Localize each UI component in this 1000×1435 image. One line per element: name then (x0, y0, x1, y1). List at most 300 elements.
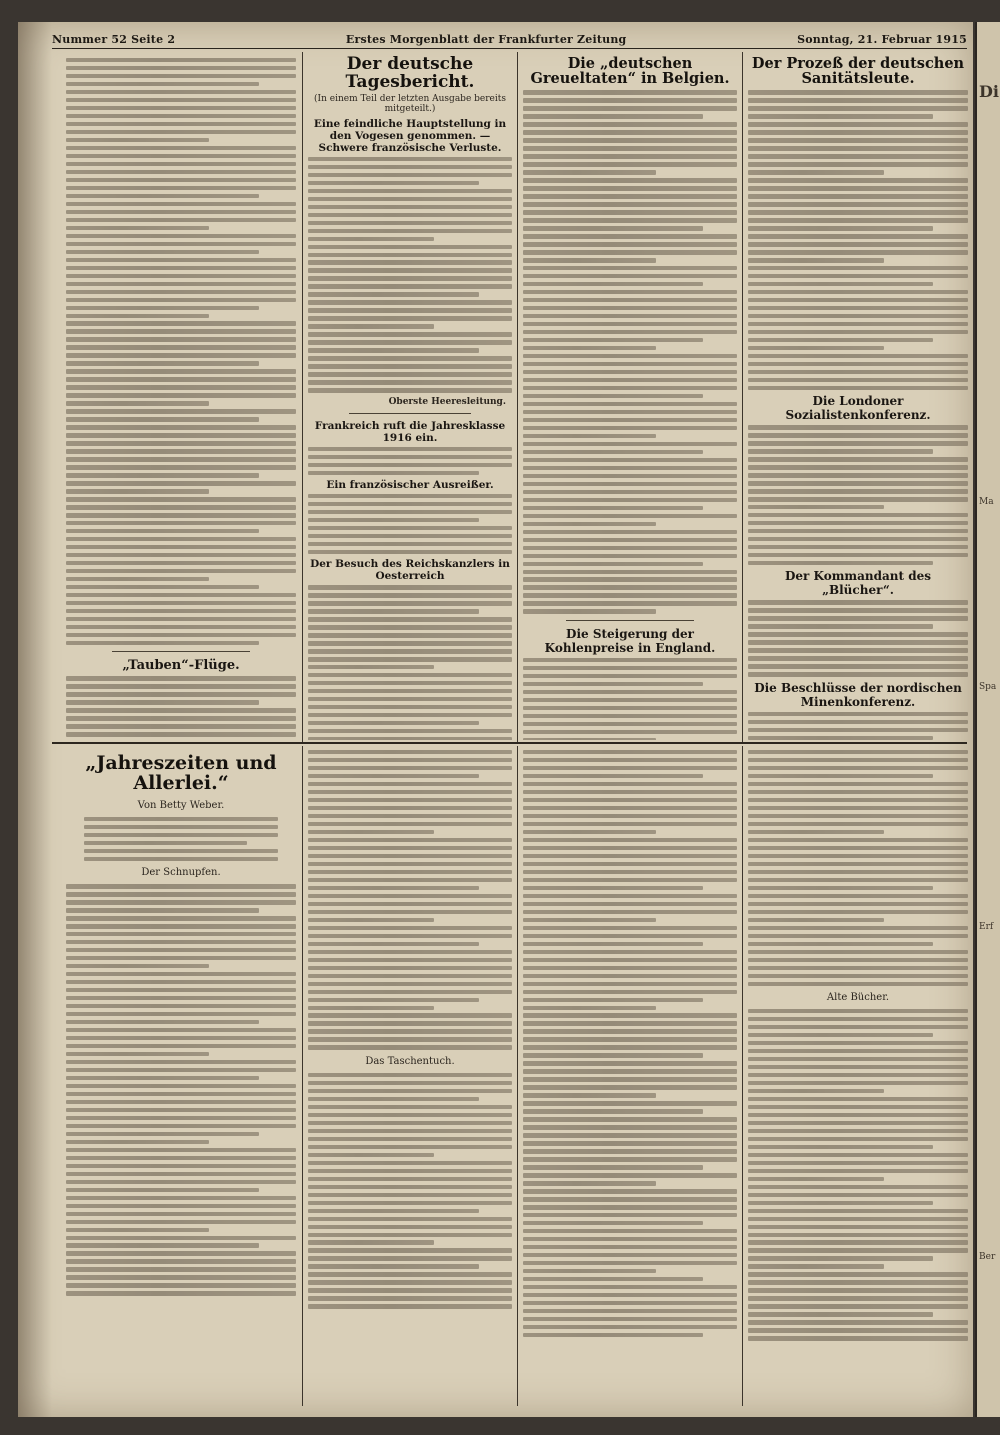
text-line (523, 774, 703, 778)
text-line (523, 878, 737, 882)
text-line (523, 202, 737, 206)
text-line (523, 894, 737, 898)
text-line (308, 910, 512, 914)
text-line (748, 1209, 968, 1213)
column-rule (742, 746, 743, 1406)
text-line (748, 1113, 968, 1117)
text-line (523, 1213, 737, 1217)
text-line (308, 806, 512, 810)
text-line (66, 593, 296, 597)
text-line (66, 417, 259, 421)
text-line (748, 162, 968, 166)
text-line (523, 354, 737, 358)
text-line (748, 505, 884, 509)
text-line (748, 854, 968, 858)
text-line (66, 1236, 296, 1240)
text-line (523, 593, 737, 597)
text-line (523, 458, 737, 462)
text-line (748, 782, 968, 786)
text-line (523, 378, 737, 382)
text-line (66, 641, 259, 645)
text-line (308, 729, 512, 733)
text-line (523, 434, 656, 438)
text-line (308, 1256, 512, 1260)
article-column-left (66, 58, 296, 738)
text-line (748, 766, 968, 770)
text-line (308, 253, 512, 257)
text-line (748, 186, 968, 190)
text-line (523, 682, 703, 686)
text-line (748, 648, 968, 652)
text-line (308, 1121, 512, 1125)
text-line (748, 1217, 968, 1221)
text-line (66, 409, 296, 413)
subheading-minenkonferenz: Die Beschlüsse der nordischen Minenkonferenz. (754, 680, 962, 709)
text-line (308, 300, 512, 304)
text-line (748, 1065, 968, 1069)
text-line (748, 242, 968, 246)
text-line (66, 569, 296, 573)
text-line (748, 226, 933, 230)
text-line (66, 617, 296, 621)
text-line (748, 640, 968, 644)
text-block (748, 90, 968, 390)
text-line (308, 878, 512, 882)
text-line (748, 750, 968, 754)
text-line (66, 585, 259, 589)
article-column-tagesbericht (308, 56, 512, 740)
text-line (308, 998, 479, 1002)
text-line (308, 1113, 512, 1117)
text-line (523, 910, 737, 914)
text-line (523, 554, 737, 558)
text-line (523, 442, 737, 446)
text-line (748, 1033, 933, 1037)
text-line (523, 854, 737, 858)
text-line (66, 940, 296, 944)
text-line (308, 798, 512, 802)
text-line (308, 838, 512, 842)
text-line (523, 1173, 737, 1177)
text-line (66, 258, 296, 262)
text-line (308, 766, 512, 770)
text-line (523, 346, 656, 350)
text-line (748, 600, 968, 604)
text-line (308, 1240, 434, 1244)
text-line (748, 194, 968, 198)
text-line (748, 1097, 968, 1101)
text-line (66, 553, 296, 557)
text-line (748, 378, 968, 382)
text-line (523, 1333, 703, 1337)
text-line (748, 130, 968, 134)
text-line (66, 154, 296, 158)
text-line (66, 1283, 296, 1287)
text-block (66, 676, 296, 738)
text-line (523, 690, 737, 694)
text-line (308, 1264, 479, 1268)
text-line (66, 884, 296, 888)
text-line (523, 1109, 703, 1113)
text-line (66, 114, 296, 118)
text-line (308, 1153, 434, 1157)
text-line (84, 817, 278, 821)
text-line (748, 521, 968, 525)
text-line (308, 697, 512, 701)
text-line (66, 545, 296, 549)
text-line (66, 1275, 296, 1279)
text-line (66, 218, 296, 222)
text-line (523, 362, 737, 366)
text-line (523, 1141, 737, 1145)
text-line (523, 846, 737, 850)
text-line (748, 616, 968, 620)
text-line (308, 774, 479, 778)
text-line (308, 902, 512, 906)
text-line (748, 1129, 968, 1133)
text-line (66, 138, 209, 142)
text-line (66, 1108, 296, 1112)
text-line (308, 750, 512, 754)
text-line (84, 857, 278, 861)
text-line (523, 698, 737, 702)
text-line (66, 980, 296, 984)
text-line (308, 1304, 512, 1308)
text-line (748, 918, 884, 922)
text-line (748, 1137, 968, 1141)
text-line (523, 1006, 656, 1010)
text-block (66, 58, 296, 645)
text-line (748, 806, 968, 810)
text-line (66, 266, 296, 270)
text-line (523, 714, 737, 718)
text-line (66, 178, 296, 182)
text-line (748, 98, 968, 102)
text-line (66, 226, 209, 230)
text-block (66, 817, 296, 861)
text-line (308, 550, 512, 554)
text-line (523, 146, 737, 150)
text-line (523, 990, 737, 994)
text-line (748, 465, 968, 469)
text-line (66, 306, 259, 310)
text-line (66, 625, 296, 629)
text-line (748, 354, 968, 358)
text-line (748, 425, 968, 429)
text-line (523, 902, 737, 906)
text-line (748, 1328, 968, 1332)
text-line (308, 526, 512, 530)
text-line (523, 498, 737, 502)
text-line (66, 162, 296, 166)
text-line (523, 609, 656, 613)
text-line (523, 1325, 737, 1329)
text-line (308, 585, 512, 589)
text-line (748, 950, 968, 954)
text-line (748, 798, 968, 802)
feuilleton-column-1 (66, 750, 296, 1402)
text-line (66, 1012, 296, 1016)
text-line (748, 202, 968, 206)
text-line (308, 1145, 512, 1149)
text-line (748, 1105, 968, 1109)
text-line (523, 474, 737, 478)
text-line (66, 1084, 296, 1088)
text-line (523, 822, 737, 826)
text-line (66, 1228, 209, 1232)
subheading-schnupfen: Der Schnupfen. (141, 867, 221, 879)
text-line (748, 712, 968, 716)
text-line (66, 489, 209, 493)
adjacent-page-edge (975, 22, 1000, 1417)
text-line (308, 950, 512, 954)
text-line (66, 1052, 209, 1056)
text-line (523, 106, 737, 110)
text-line (308, 1021, 512, 1025)
issue-date: Sonntag, 21. Februar 1915 (797, 32, 967, 46)
text-line (748, 838, 968, 842)
text-line (308, 372, 512, 376)
text-line (308, 625, 512, 629)
text-line (66, 1172, 296, 1176)
text-line (748, 138, 968, 142)
text-line (66, 676, 296, 680)
text-line (523, 1085, 737, 1089)
text-line (523, 138, 737, 142)
text-line (66, 74, 296, 78)
text-line (748, 122, 968, 126)
text-line (308, 870, 512, 874)
text-line (748, 942, 933, 946)
text-line (66, 66, 296, 70)
subheading-kohlenpreise: Die Steigerung der Kohlenpreise in England. (544, 626, 716, 655)
text-line (308, 1272, 512, 1276)
text-line (748, 728, 968, 732)
text-line (66, 1028, 296, 1032)
text-line (748, 210, 968, 214)
text-line (66, 1259, 296, 1263)
text-line (66, 900, 296, 904)
text-line (523, 274, 737, 278)
text-line (66, 481, 296, 485)
text-line (66, 1004, 296, 1008)
text-line (748, 266, 968, 270)
text-line (523, 426, 737, 430)
text-line (748, 1320, 968, 1324)
text-line (308, 830, 434, 834)
text-line (66, 345, 296, 349)
text-line (523, 570, 737, 574)
text-line (308, 886, 479, 890)
text-line (308, 1089, 512, 1093)
text-line (523, 1037, 737, 1041)
text-line (748, 1193, 968, 1197)
text-line (66, 1156, 296, 1160)
text-line (748, 774, 933, 778)
text-line (523, 950, 737, 954)
text-line (748, 926, 968, 930)
text-line (308, 205, 512, 209)
text-line (66, 1196, 296, 1200)
text-line (748, 170, 884, 174)
text-line (523, 114, 703, 118)
text-line (66, 513, 296, 517)
text-line (748, 154, 968, 158)
text-line (308, 617, 512, 621)
text-line (748, 449, 933, 453)
text-line (66, 633, 296, 637)
text-line (748, 1272, 968, 1276)
text-line (523, 1101, 737, 1105)
text-line (748, 1161, 968, 1165)
text-line (308, 782, 512, 786)
text-line (66, 732, 296, 736)
text-line (748, 1248, 968, 1252)
text-line (748, 1240, 968, 1244)
text-line (523, 658, 737, 662)
text-line (748, 1336, 968, 1340)
text-line (748, 497, 968, 501)
text-line (66, 441, 296, 445)
text-line (523, 338, 703, 342)
text-line (523, 490, 737, 494)
text-line (308, 633, 512, 637)
text-line (66, 1068, 296, 1072)
text-line (523, 750, 737, 754)
text-line (748, 1041, 968, 1045)
text-line (523, 838, 737, 842)
text-line (748, 1201, 933, 1205)
subheading-jahresklasse: Frankreich ruft die Jahresklasse 1916 ein. (314, 419, 506, 444)
text-line (308, 494, 512, 498)
text-line (66, 353, 296, 357)
text-line (748, 894, 968, 898)
text-line (308, 737, 512, 740)
edge-fragment: Ber (979, 1252, 996, 1262)
text-line (308, 918, 434, 922)
text-line (66, 1036, 296, 1040)
text-line (66, 234, 296, 238)
text-line (66, 892, 296, 896)
text-line (523, 966, 737, 970)
text-line (308, 689, 512, 693)
text-line (523, 1253, 737, 1257)
text-line (748, 489, 968, 493)
text-line (66, 58, 296, 62)
text-line (66, 1148, 296, 1152)
text-line (748, 114, 933, 118)
text-line (523, 466, 737, 470)
text-line (308, 681, 512, 685)
text-line (308, 157, 512, 161)
text-line (66, 385, 296, 389)
text-line (748, 481, 968, 485)
text-line (748, 902, 968, 906)
text-line (523, 1053, 703, 1057)
text-line (748, 720, 968, 724)
text-block (523, 658, 737, 740)
text-line (308, 673, 512, 677)
text-line (748, 146, 968, 150)
text-line (523, 218, 737, 222)
text-line (66, 337, 296, 341)
text-line (308, 1201, 512, 1205)
text-line (66, 996, 296, 1000)
text-line (523, 1165, 703, 1169)
text-line (748, 1288, 968, 1292)
text-line (748, 314, 968, 318)
text-line (523, 798, 737, 802)
text-line (523, 530, 737, 534)
text-line (308, 649, 512, 653)
text-line (748, 250, 968, 254)
text-line (66, 210, 296, 214)
text-line (748, 338, 933, 342)
text-line (308, 814, 512, 818)
text-line (523, 1149, 737, 1153)
text-line (748, 1017, 968, 1021)
text-line (308, 1280, 512, 1284)
text-line (308, 308, 512, 312)
text-line (523, 1317, 737, 1321)
text-line (66, 1164, 296, 1168)
article-column-sanitaetsleute (748, 56, 968, 740)
text-line (308, 1129, 512, 1133)
text-line (308, 197, 512, 201)
text-line (66, 1124, 296, 1128)
text-line (523, 506, 703, 510)
text-line (523, 402, 737, 406)
text-line (308, 332, 512, 336)
text-line (523, 1157, 737, 1161)
text-line (308, 221, 512, 225)
text-line (523, 122, 737, 126)
text-line (66, 964, 209, 968)
subheading-taschentuch: Das Taschentuch. (365, 1055, 455, 1067)
page-fold-shadow (18, 22, 52, 1417)
text-line (308, 518, 479, 522)
text-line (308, 958, 512, 962)
text-line (308, 245, 512, 249)
text-block (523, 90, 737, 613)
text-line (748, 346, 884, 350)
text-line (66, 956, 296, 960)
text-line (748, 608, 968, 612)
text-line (523, 1021, 737, 1025)
text-line (748, 870, 968, 874)
feuilleton-column-2 (308, 750, 512, 1402)
text-line (66, 684, 296, 688)
text-line (523, 226, 703, 230)
text-line (308, 1029, 512, 1033)
text-line (66, 202, 296, 206)
text-line (308, 534, 512, 538)
text-line (308, 1073, 512, 1077)
text-line (66, 82, 259, 86)
text-line (523, 738, 656, 740)
text-line (523, 782, 737, 786)
text-line (308, 447, 512, 451)
text-line (308, 657, 512, 661)
text-line (748, 664, 968, 668)
text-line (308, 641, 512, 645)
text-line (523, 266, 737, 270)
text-line (84, 825, 278, 829)
text-line (308, 1037, 512, 1041)
text-line (66, 497, 296, 501)
text-line (523, 1309, 737, 1313)
text-line (308, 260, 512, 264)
